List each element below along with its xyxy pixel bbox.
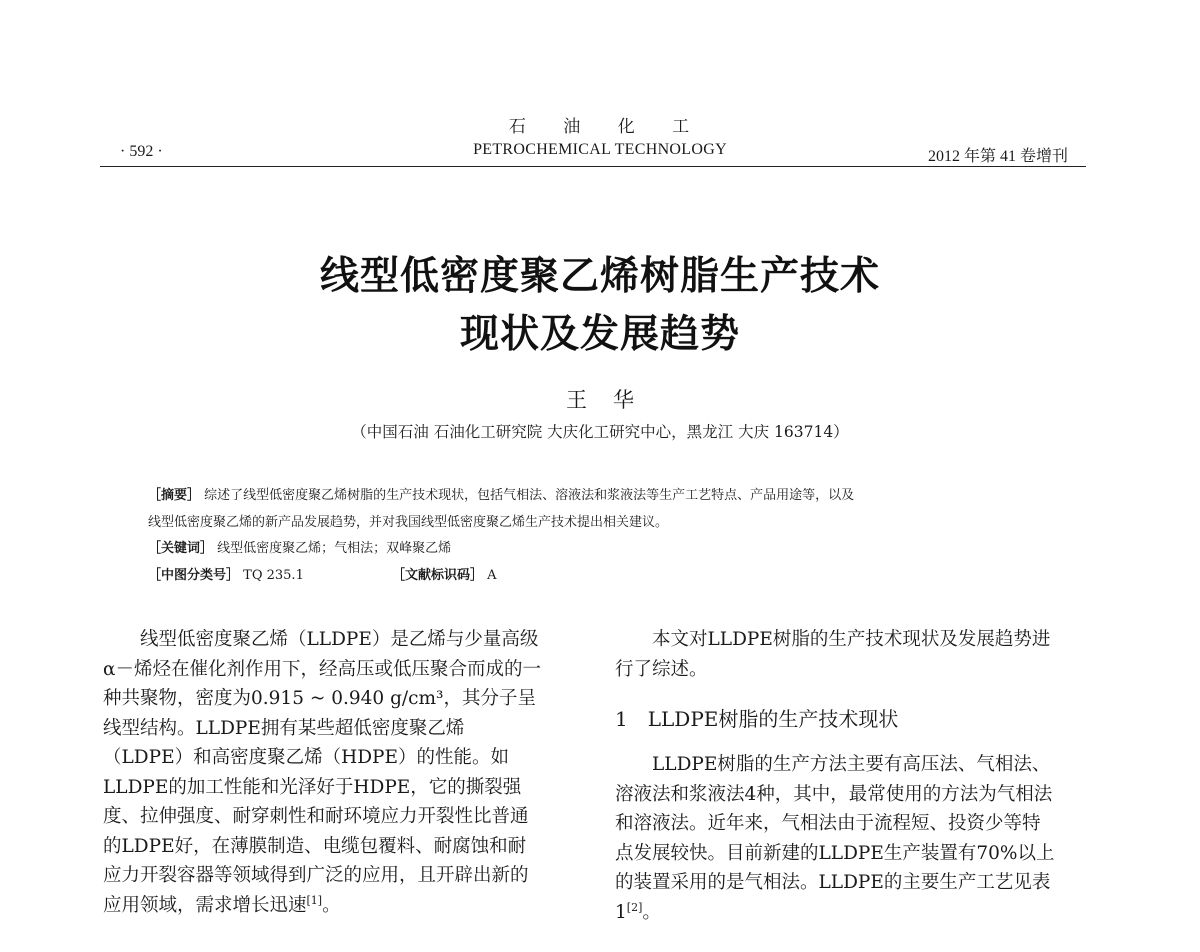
keywords-line [148,537,451,556]
abstract-text-1: 综述了线型低密度聚乙烯树脂的生产技术现状，包括气相法、溶液法和浆液法等生产工艺特点、产品用途等，以及 [204,488,855,503]
keywords-label: ［关键词］ [148,541,214,556]
author-name: 王华 [566,388,660,412]
body-column-right [615,625,1055,927]
abstract-line-1 [148,484,854,503]
citation-ref-2: [2] [626,900,643,914]
journal-name-en: PETROCHEMICAL TECHNOLOGY [473,141,727,158]
page-number: · 592 · [120,143,163,160]
intro-paragraph-text: 线型低密度聚乙烯（LLDPE）是乙烯与少量高级 α－烯烃在催化剂作用下，经高压或低压聚合而成的一种共聚物，密度为0.915 ~ 0.940 g/cm³，其分子呈线型结构。LLDPE拥有某些超低密度聚乙烯（LDPE）和高密度聚乙烯（HDPE）的性能。如LLDPE的加工性能和光泽好于HDPE，它的撕裂强度、拉伸强度、耐穿刺性和耐环境应力开裂性比普通的LDPE好，在薄膜制造、电缆包覆料、耐腐蚀和耐应力开裂容器等领域得到广泛的应用，且开辟出新的应用领域，需求增长迅速 [103,629,541,916]
keywords-text: 线型低密度聚乙烯；气相法；双峰聚乙烯 [217,541,452,556]
header-rule [100,166,1086,167]
body-column-left [103,625,543,920]
journal-name-cn: 石 油 化 工 [508,117,692,137]
citation-ref-1: [1] [306,893,323,907]
author-affiliation: （中国石油 石油化工研究院 大庆化工研究中心，黑龙江 大庆 163714） [351,423,849,441]
methods-paragraph [615,750,1055,927]
overview-paragraph: 本文对LLDPE树脂的生产技术现状及发展趋势进行了综述。 [615,629,1051,680]
document-code-label: ［文献标识码］ [392,568,484,583]
section-heading-1: 1 LLDPE树脂的生产技术现状 [615,707,899,731]
issue-info: 2012 年第 41 卷增刊 [927,148,1068,165]
abstract-text-2: 线型低密度聚乙烯的新产品发展趋势，并对我国线型低密度聚乙烯生产技术提出相关建议。 [148,515,669,530]
article-title-line-2: 现状及发展趋势 [459,312,740,357]
document-code-value: A [487,568,497,583]
document-code-line [392,564,497,583]
intro-paragraph-end: 。 [322,894,341,916]
classification-value: TQ 235.1 [243,568,304,583]
classification-line [148,564,304,583]
methods-paragraph-text: LLDPE树脂的生产方法主要有高压法、气相法、溶液法和浆液法4种，其中，最常使用的方法为气相法和溶液法。近年来，气相法由于流程短、投资少等特点发展较快。目前新建的LLDPE生产装置有70%以上的装置采用的是气相法。LLDPE的主要生产工艺见表1 [615,754,1055,923]
abstract-label: ［摘要］ [148,488,201,503]
abstract-line-2 [148,511,668,530]
methods-paragraph-end: 。 [642,901,661,923]
classification-label: ［中图分类号］ [148,568,240,583]
article-title-line-1: 线型低密度聚乙烯树脂生产技术 [319,254,880,299]
intro-paragraph [103,625,543,920]
